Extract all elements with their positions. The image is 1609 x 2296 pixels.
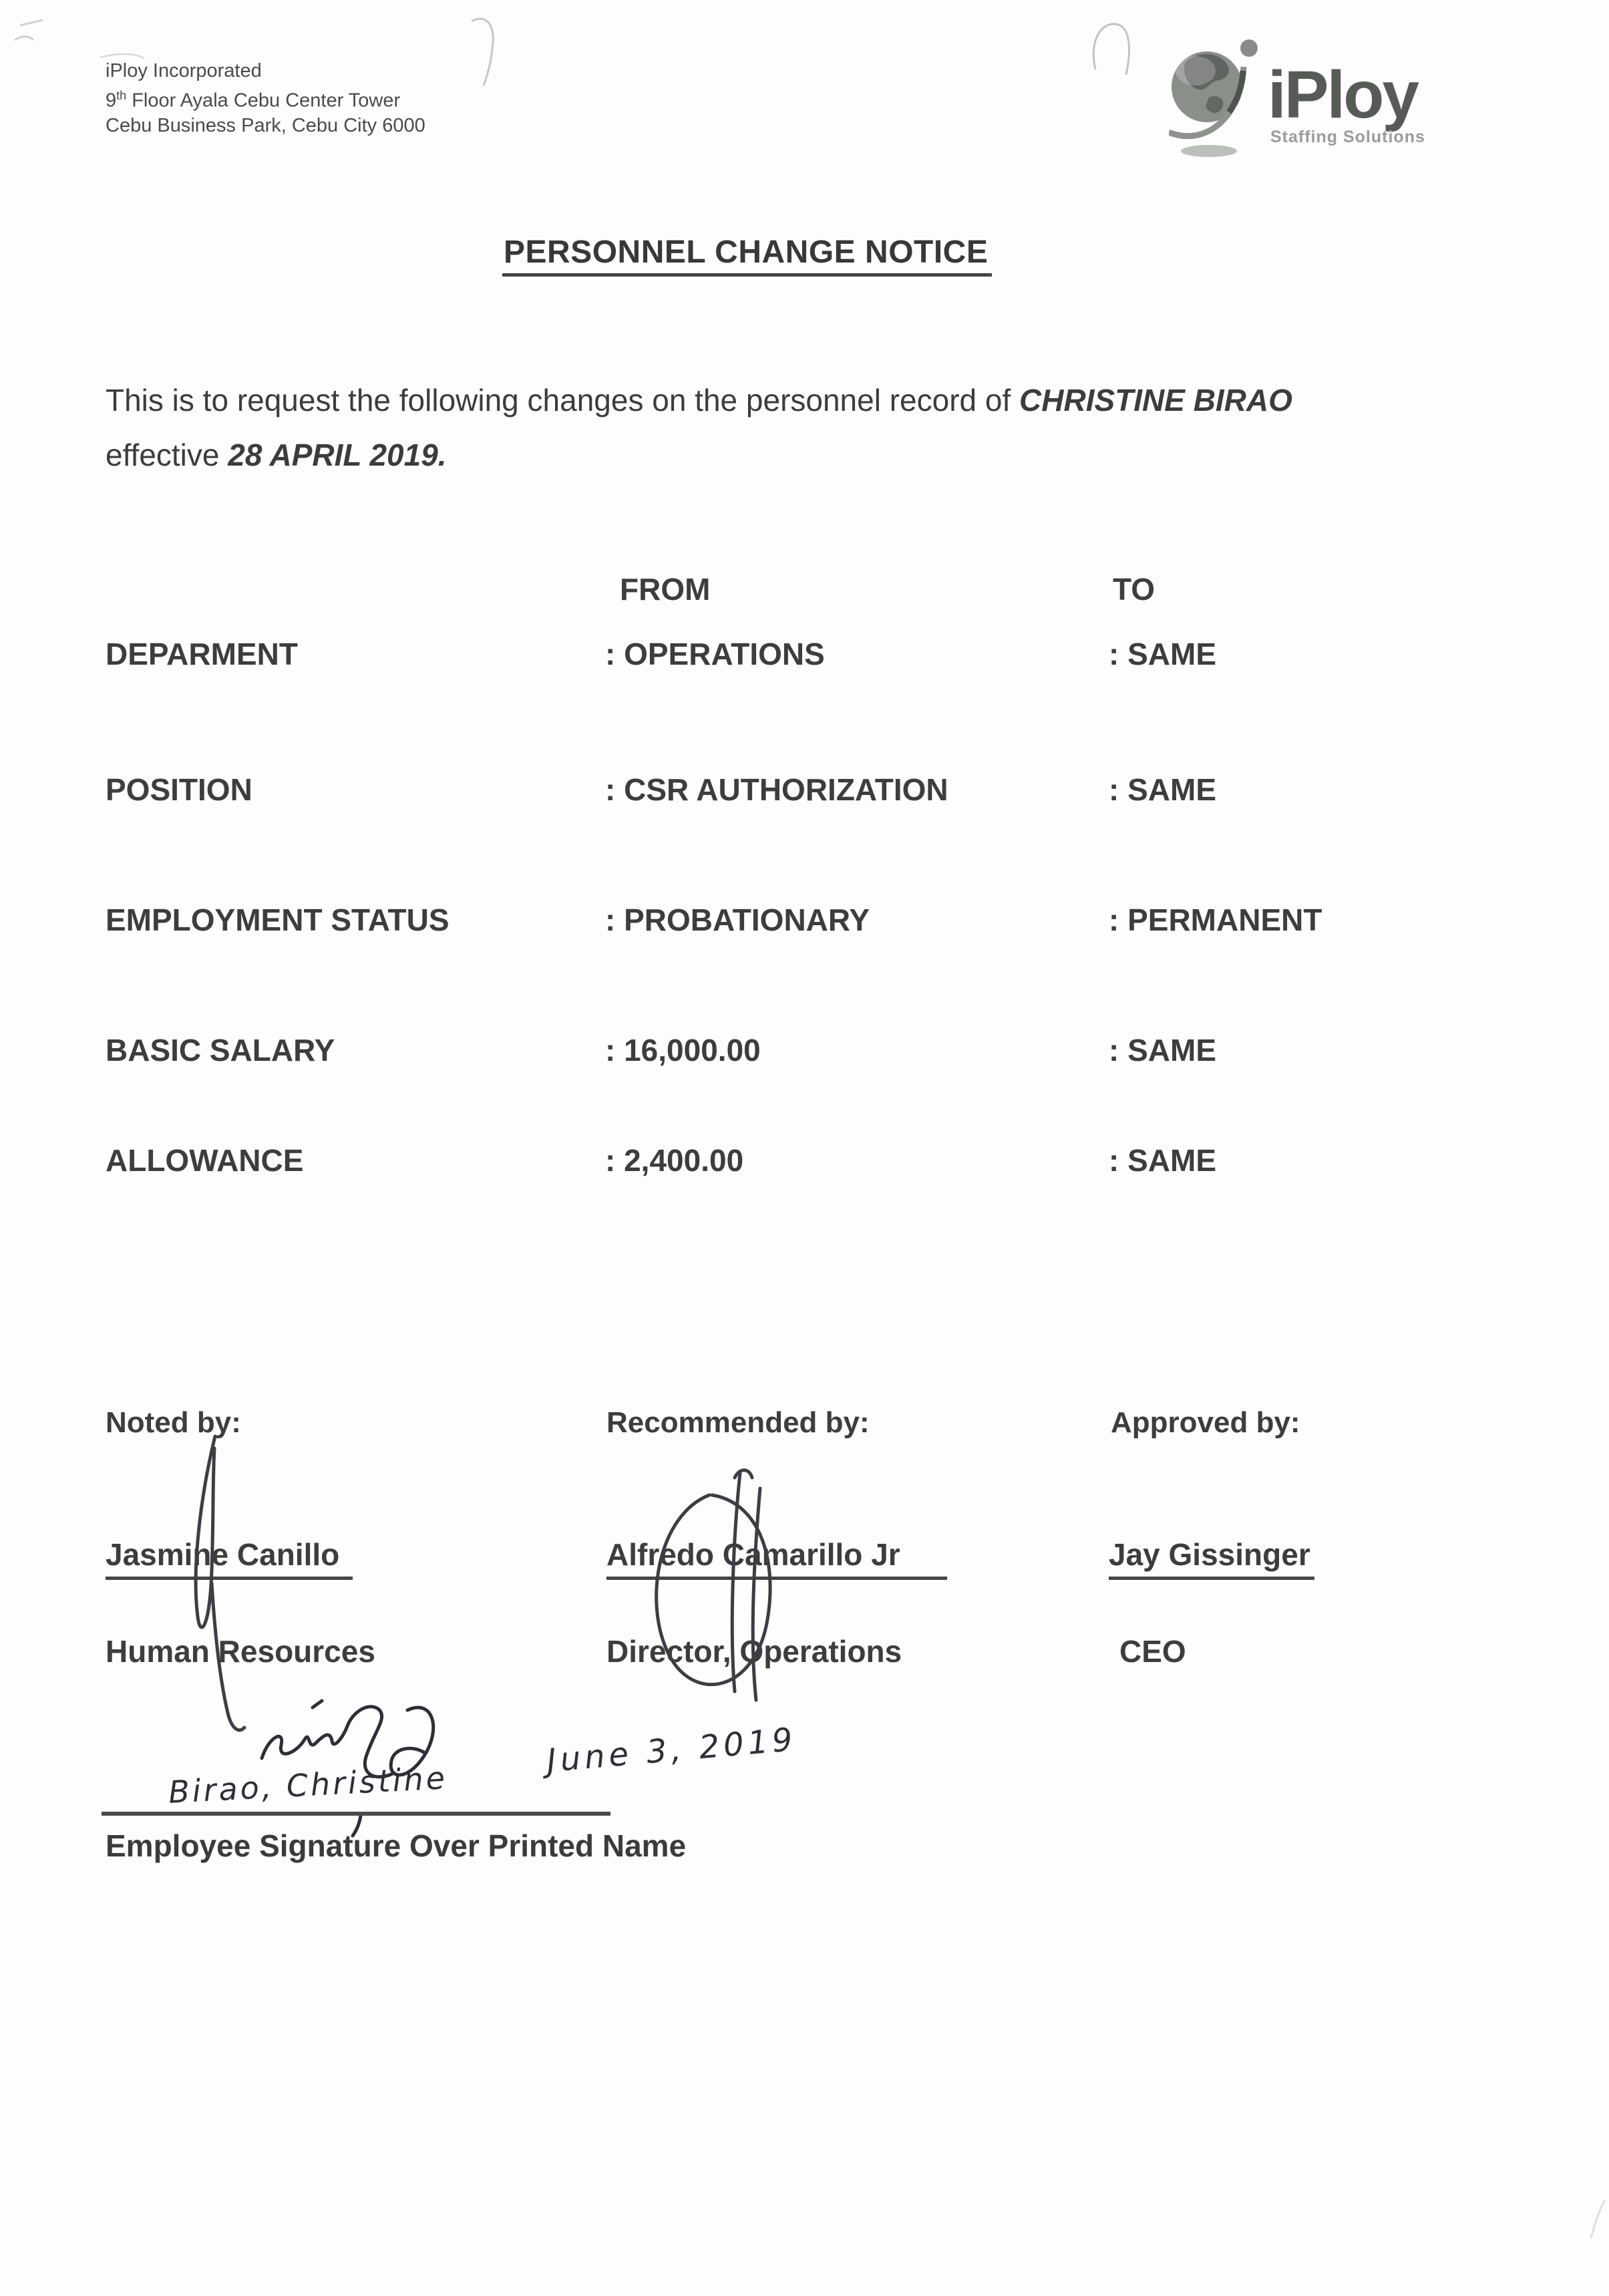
company-address-line2: 9th Floor Ayala Cebu Center Tower (106, 89, 401, 112)
signatory-heading: Approved by: (1111, 1406, 1300, 1439)
logo-globe-stand (1181, 145, 1237, 157)
row-from-value: : 2,400.00 (605, 1143, 744, 1178)
row-label: DEPARMENT (106, 637, 298, 671)
row-from-value: : 16,000.00 (605, 1033, 761, 1068)
signatory-heading: Recommended by: (606, 1406, 870, 1439)
page-title: PERSONNEL CHANGE NOTICE (502, 234, 992, 277)
row-label: BASIC SALARY (106, 1033, 335, 1068)
column-header-from: FROM (620, 572, 711, 607)
handwritten-employee-name: Birao, Christine (167, 1760, 449, 1810)
logo-tagline-text: Staffing Solutions (1270, 128, 1425, 146)
effective-date: 28 APRIL 2019. (228, 438, 447, 472)
handwritten-date: June 3, 2019 (545, 1720, 798, 1780)
signatory-name: Jay Gissinger (1109, 1536, 1314, 1580)
company-address-line3: Cebu Business Park, Cebu City 6000 (106, 114, 425, 136)
row-label: EMPLOYMENT STATUS (106, 903, 450, 937)
iploy-logo (1169, 32, 1456, 162)
row-to-value: : SAME (1109, 772, 1216, 807)
employee-signature-label: Employee Signature Over Printed Name (106, 1828, 687, 1863)
row-label: ALLOWANCE (106, 1143, 304, 1178)
row-to-value: : PERMANENT (1109, 903, 1322, 937)
row-to-value: : SAME (1109, 1143, 1216, 1178)
intro-paragraph (106, 373, 1368, 482)
intro-text-2: effective (106, 438, 228, 472)
intro-text-1: This is to request the following changes on the personnel record of (106, 383, 1020, 418)
company-name: iPloy Incorporated (106, 60, 262, 81)
signatory-name: Alfredo Camarillo Jr (606, 1536, 947, 1580)
column-header-to: TO (1113, 572, 1155, 607)
jasmine-signature-stroke (196, 1436, 244, 1730)
signatory-heading: Noted by: (106, 1406, 241, 1439)
signatory-name: Jasmine Canillo (106, 1536, 353, 1580)
signatory-title: CEO (1119, 1634, 1186, 1669)
employee-name: CHRISTINE BIRAO (1019, 383, 1292, 418)
signatory-title: Director, Operations (606, 1634, 902, 1669)
row-from-value: : CSR AUTHORIZATION (605, 772, 948, 807)
company-address-block (106, 59, 425, 138)
row-from-value: : OPERATIONS (605, 637, 825, 671)
logo-brand-text: iPloy (1268, 57, 1417, 132)
row-to-value: : SAME (1109, 1033, 1216, 1068)
employee-signature-line (102, 1812, 610, 1816)
row-to-value: : SAME (1109, 637, 1216, 671)
row-label: POSITION (106, 772, 252, 807)
row-from-value: : PROBATIONARY (605, 903, 870, 937)
logo-dot (1240, 39, 1258, 57)
signatory-title: Human Resources (106, 1634, 375, 1669)
